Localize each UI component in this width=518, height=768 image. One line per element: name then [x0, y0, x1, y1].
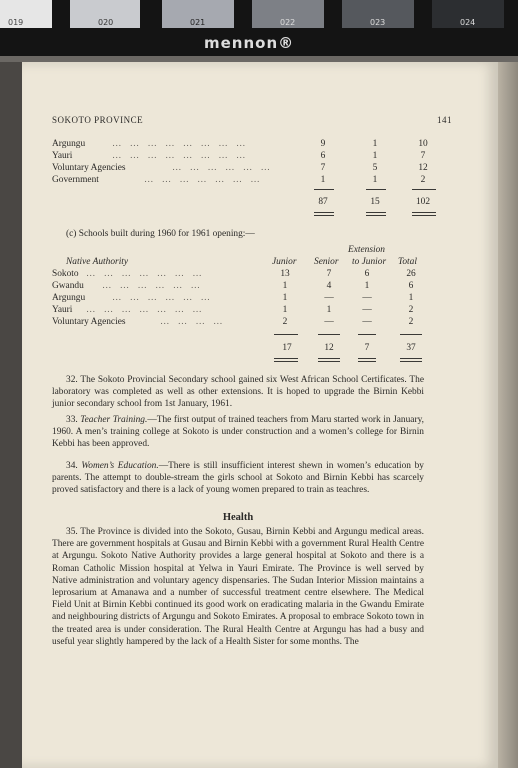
paragraph-32: 32. The Sokoto Provincial Secondary school gained six West African School Certificates. The laboratory was completed as well as other extensions. It is hoped to upgrade the Birnin Kebbi junior secondary school from 1st January, 1961. [52, 375, 424, 410]
leader-dots: … … … … … … … [144, 175, 263, 185]
leader-dots: … … … … … … … [86, 269, 205, 279]
cell: — [324, 317, 334, 327]
row-label: Argungu [52, 293, 86, 303]
leader-dots: … … … … … … [112, 293, 213, 303]
column-header: Total [398, 257, 417, 267]
cell: 1 [372, 175, 378, 185]
rule [366, 215, 386, 216]
total-cell: 12 [324, 343, 334, 353]
paragraph-34 [52, 460, 424, 497]
cell: 1 [372, 151, 378, 161]
cell: — [362, 293, 372, 303]
total-cell: 7 [364, 343, 370, 353]
cell: 12 [418, 163, 428, 173]
cell: 7 [420, 151, 426, 161]
cell: 10 [418, 139, 428, 149]
column-header: Extension [348, 245, 385, 255]
rule [274, 334, 298, 335]
table-row [52, 316, 442, 328]
swatch-label: 023 [370, 18, 386, 27]
cell: 2 [420, 175, 426, 185]
para-body: —There is still insufficient interest shewn in women’s education by parents. The attempt to double-stream the girls school at Sokoto and Birnin Kebbi has scarcely proved satisfactory and there is a lack of young women prepared to train as teachres. [52, 461, 424, 496]
row-label: Gwandu [52, 281, 84, 291]
total-cell: 15 [370, 197, 380, 207]
column-header: Senior [314, 257, 339, 267]
row-label: Argungu [52, 139, 86, 149]
rule [400, 334, 422, 335]
rule [358, 358, 376, 359]
row-label: Voluntary Agencies [52, 317, 126, 327]
cell: 1 [372, 139, 378, 149]
leader-dots: … … … … … … [102, 281, 203, 291]
row-label: Government [52, 175, 99, 185]
leader-dots: … … … … … … … … [112, 151, 249, 161]
rule [358, 334, 376, 335]
rule [400, 361, 422, 362]
cell: 1 [326, 305, 332, 315]
leader-dots: … … … … … … … [86, 305, 205, 315]
cell: 6 [408, 281, 414, 291]
rule [318, 334, 340, 335]
rule [274, 358, 298, 359]
total-cell: 87 [318, 197, 328, 207]
paragraph-33 [52, 414, 424, 451]
running-header [52, 114, 452, 126]
cell: 13 [280, 269, 290, 279]
cell: 1 [282, 293, 288, 303]
cell: 7 [320, 163, 326, 173]
cell: — [362, 317, 372, 327]
cell: 4 [326, 281, 332, 291]
swatch-label: 024 [460, 18, 476, 27]
rule [314, 212, 334, 213]
cell: 9 [320, 139, 326, 149]
cell: 7 [326, 269, 332, 279]
swatch-label: 022 [280, 18, 296, 27]
cell: 5 [372, 163, 378, 173]
rule [318, 358, 340, 359]
totals-row [52, 342, 442, 354]
total-cell: 102 [415, 197, 431, 207]
para-number: 34. [66, 461, 82, 471]
leader-dots: … … … … [160, 317, 226, 327]
section-title: Teacher Training. [80, 415, 148, 425]
table-row [52, 304, 442, 316]
row-label: Yauri [52, 151, 73, 161]
column-header: Native Authority [66, 257, 129, 267]
rule [412, 215, 436, 216]
page-number: 141 [437, 115, 452, 125]
table-caption: (c) Schools built during 1960 for 1961 opening:— [66, 229, 255, 239]
cell: 1 [364, 281, 370, 291]
cell: 6 [320, 151, 326, 161]
total-cell: 17 [282, 343, 292, 353]
cell: — [324, 293, 334, 303]
totals-row [52, 196, 442, 208]
column-header: Junior [272, 257, 297, 267]
cell: 1 [320, 175, 326, 185]
cell: 2 [282, 317, 288, 327]
page-edge [498, 62, 518, 768]
paragraph-35: 35. The Province is divided into the Sokoto, Gusau, Birnin Kebbi and Argungu medical areas. There are government hospitals at Gusau and Birnin Kebbi with a government Rural Health Centre at Argungu. Sokoto Native Authority provides a large general hospital at Sokoto and there is a Roman Catholic Mission hospital at Yelwa in Yauri Emirate. The Province is well served by Native administration and voluntary agency dispensaries. The Sudan Interior Mission maintains a leprosarium at Amanawa and a number of successful treatment centre elsewhere. The Medical Field Unit at Birnin Kebbi continued its good work on eradicating malaria in the Gwandu Emirate and neighbouring districts of Argungu and Sokoto Emirates. A proposal to embrace Sokoto town in the treated area is under consideration. The Rural Health Centre at Argungu has had a busy and useful year slightly hampered by the lack of a Health Sister for some months. The [52, 527, 424, 647]
swatch-label: 019 [8, 18, 24, 27]
table-row [52, 292, 442, 304]
row-label: Voluntary Agencies [52, 163, 126, 173]
rule [314, 189, 334, 190]
section-heading: Health [222, 512, 254, 523]
rule [318, 361, 340, 362]
cell: 6 [364, 269, 370, 279]
para-number: 33. [66, 415, 81, 425]
cell: 2 [408, 305, 414, 315]
cell: 2 [408, 317, 414, 327]
section-title: Women’s Education. [81, 461, 159, 471]
table-row [52, 162, 442, 174]
running-title: SOKOTO PROVINCE [52, 115, 144, 125]
table-row [52, 268, 442, 280]
rule [274, 361, 298, 362]
rule [366, 189, 386, 190]
rule [400, 358, 422, 359]
column-header: to Junior [352, 257, 387, 267]
leader-dots: … … … … … … … … [112, 139, 249, 149]
scan-calibration-strip [0, 0, 518, 56]
cell: 1 [282, 281, 288, 291]
rule [358, 361, 376, 362]
row-label: Yauri [52, 305, 73, 315]
row-label: Sokoto [52, 269, 79, 279]
swatch-label: 020 [98, 18, 114, 27]
rule [314, 215, 334, 216]
rule [412, 189, 436, 190]
table-row [52, 280, 442, 292]
cell: 1 [408, 293, 414, 303]
table-row [52, 138, 442, 150]
leader-dots: … … … … … … [172, 163, 273, 173]
table-row [52, 174, 442, 186]
para-body: —The first output of trained teachers from Maru started work in January, 1960. A men’s training college at Sokoto is under construction and a women’s college for Birnin Kebbi has been approved. [52, 415, 424, 450]
cell: 1 [282, 305, 288, 315]
rule [366, 212, 386, 213]
rule [412, 212, 436, 213]
cell: 26 [406, 269, 416, 279]
total-cell: 37 [406, 343, 416, 353]
table-row [52, 150, 442, 162]
cell: — [362, 305, 372, 315]
swatch-label: 021 [190, 18, 206, 27]
brand-logo: mennon® [204, 34, 295, 52]
